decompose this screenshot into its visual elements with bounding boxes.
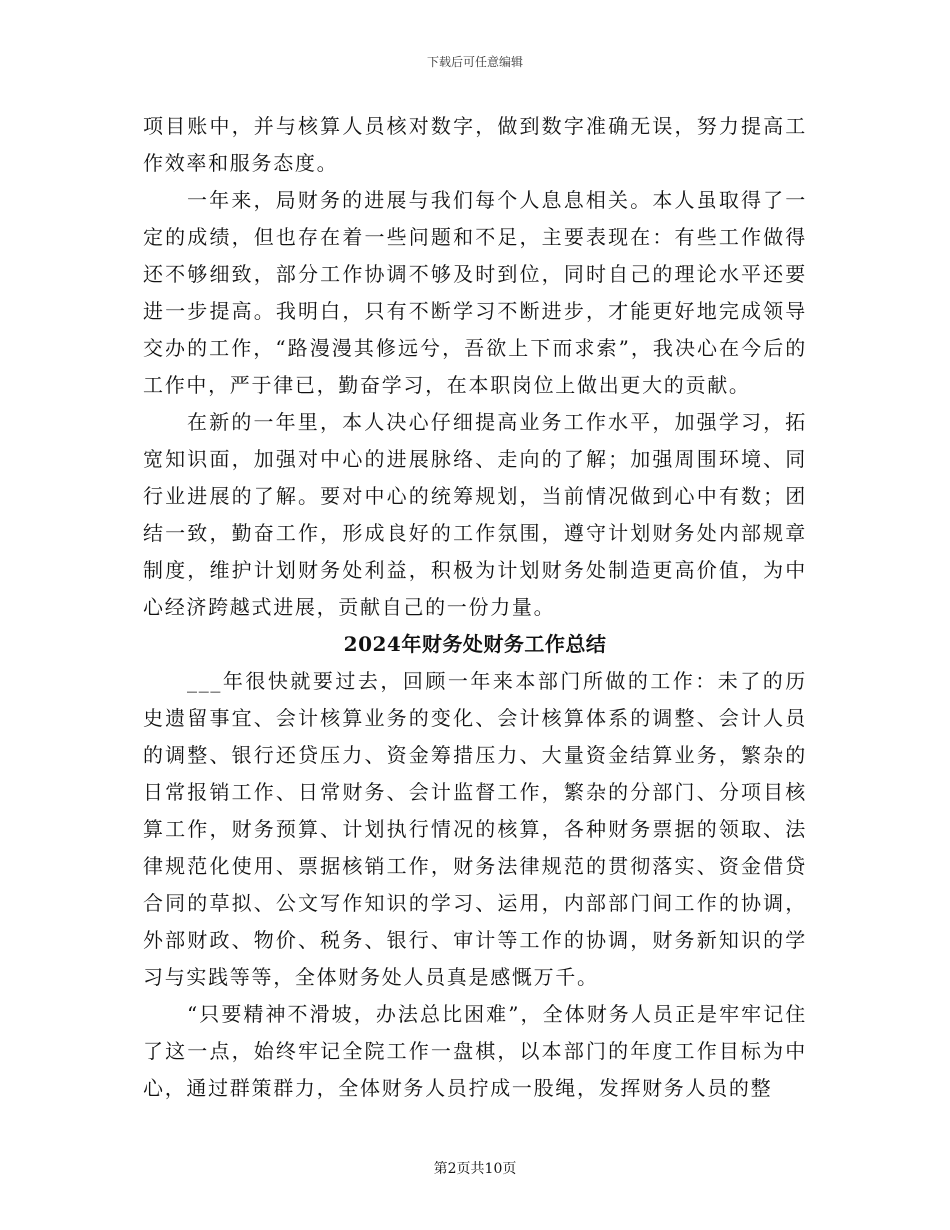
- paragraph: 在新的一年里，本人决心仔细提高业务工作水平，加强学习，拓宽知识面，加强对中心的进展脉络、走向的了解；加强周围环境、同行业进展的了解。要对中心的统筹规划，当前情况做到心中有数；团结一致，勤奋工作，形成良好的工作氛围，遵守计划财务处内部规章制度，维护计划财务处利益，积极为计划财务处制造更高价值，为中心经济跨越式进展，贡献自己的一份力量。: [143, 410, 807, 619]
- paragraph: 一年来，局财务的进展与我们每个人息息相关。本人虽取得了一定的成绩，但也存在着一些问题和不足，主要表现在：有些工作做得还不够细致，部分工作协调不够及时到位，同时自己的理论水平还要进一步提高。我明白，只有不断学习不断进步，才能更好地完成领导交办的工作，“路漫漫其修远兮，吾欲上下而求索”，我决心在今后的工作中，严于律已，勤奋学习，在本职岗位上做出更大的贡献。: [143, 188, 807, 397]
- paragraph: ___年很快就要过去，回顾一年来本部门所做的工作：未了的历史遗留事宜、会计核算业务的变化、会计核算体系的调整、会计人员的调整、银行还贷压力、资金筹措压力、大量资金结算业务，繁杂的日常报销工作、日常财务、会计监督工作，繁杂的分部门、分项目核算工作，财务预算、计划执行情况的核算，各种财务票据的领取、法律规范化使用、票据核销工作，财务法律规范的贯彻落实、资金借贷合同的草拟、公文写作知识的学习、运用，内部部门间工作的协调，外部财政、物价、税务、银行、审计等工作的协调，财务新知识的学习与实践等等，全体财务处人员真是感慨万千。: [143, 669, 807, 989]
- page-header: 下载后可任意编辑: [426, 55, 523, 69]
- paragraph: “只要精神不滑坡，办法总比困难”，全体财务人员正是牢牢记住了这一点，始终牢记全院工作一盘棋，以本部门的年度工作目标为中心，通过群策群力，全体财务人员拧成一股绳，发挥财务人员的整: [143, 1002, 807, 1100]
- page-footer: 第2页共10页: [433, 1161, 517, 1177]
- document-body: [143, 108, 807, 1107]
- paragraph: 项目账中，并与核算人员核对数字，做到数字准确无误，努力提高工作效率和服务态度。: [143, 114, 807, 175]
- section-title: 2024年财务处财务工作总结: [343, 632, 607, 656]
